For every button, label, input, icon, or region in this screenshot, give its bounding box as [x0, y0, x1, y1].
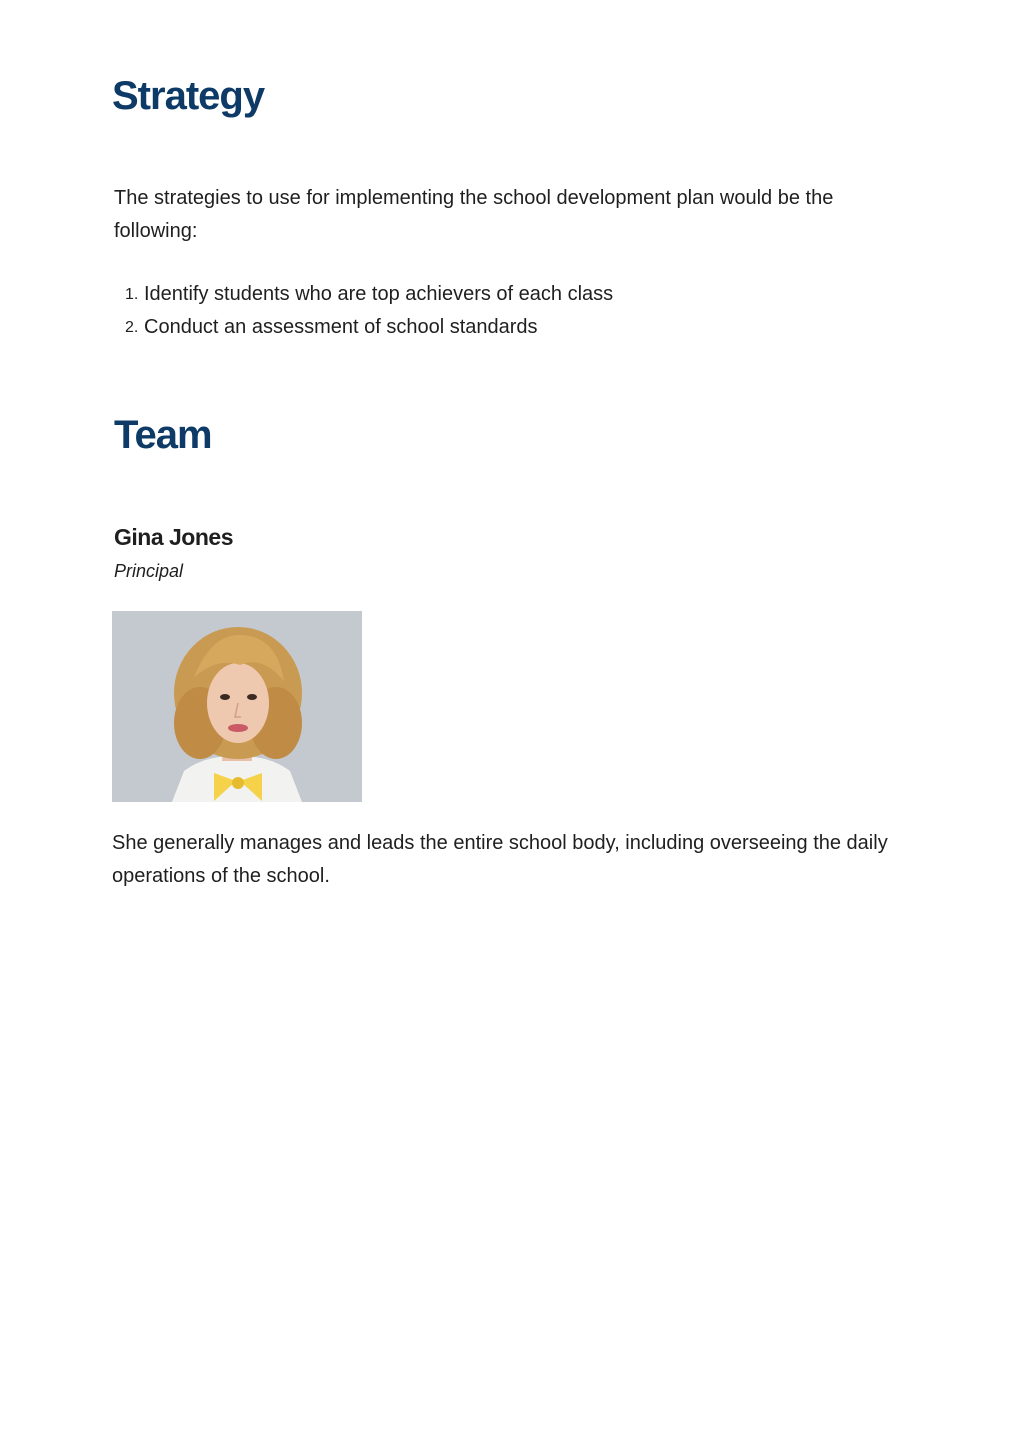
list-item	[114, 311, 613, 344]
member-photo	[112, 611, 362, 802]
list-item-number: 2.	[125, 319, 139, 336]
strategy-heading: Strategy	[112, 74, 265, 118]
member-name: Gina Jones	[114, 524, 233, 550]
strategy-list	[114, 278, 613, 344]
list-item-text: Conduct an assessment of school standards	[144, 316, 538, 338]
list-item	[114, 278, 613, 311]
team-heading: Team	[114, 413, 212, 457]
list-item-number: 1.	[125, 286, 139, 303]
strategy-intro-paragraph: The strategies to use for implementing the school development plan would be the following:	[114, 187, 834, 242]
list-item-text: Identify students who are top achievers of each class	[144, 283, 614, 305]
member-role: Principal	[114, 561, 184, 581]
member-bio: She generally manages and leads the entire school body, including overseeing the daily operations of the school.	[112, 832, 888, 887]
